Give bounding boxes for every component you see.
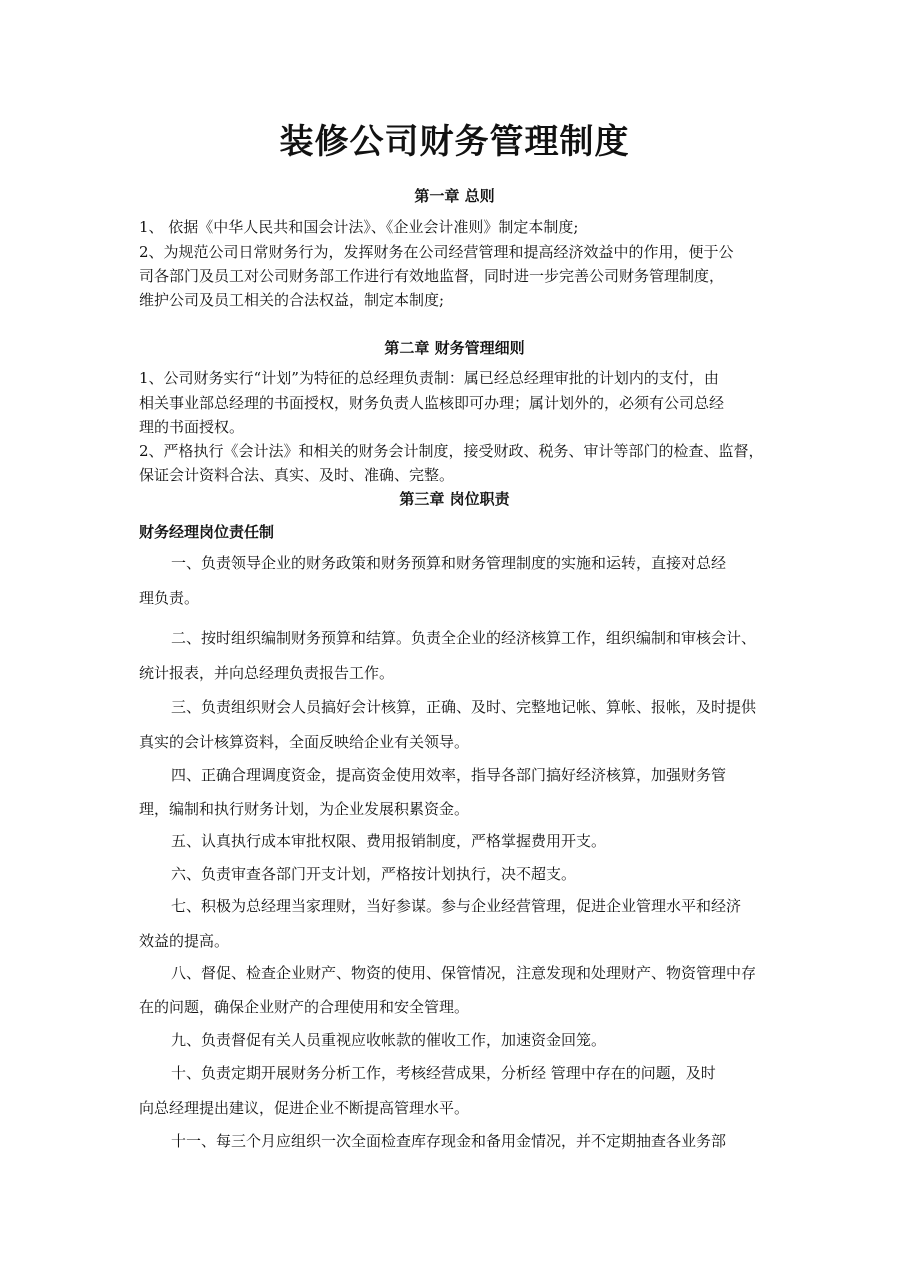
chapter-2-line: 2、严格执行《会计法》和相关的财务会计制度，接受财政、税务、审计等部门的检查、监督， xyxy=(139,442,764,460)
section-subheading: 财务经理岗位责任制 xyxy=(139,523,275,541)
duty-line: 理负责。 xyxy=(139,589,200,607)
duty-line: 十、负责定期开展财务分析工作，考核经营成果，分析经 管理中存在的问题，及时 xyxy=(171,1064,716,1082)
document-title: 装修公司财务管理制度 xyxy=(279,122,630,162)
duty-line: 九、负责督促有关人员重视应收帐款的催收工作，加速资金回笼。 xyxy=(171,1031,607,1049)
duty-line: 六、负责审查各部门开支计划，严格按计划执行，决不超支。 xyxy=(171,865,577,883)
duty-line: 真实的会计核算资料，全面反映给企业有关领导。 xyxy=(139,733,470,751)
duty-line: 效益的提高。 xyxy=(139,932,230,950)
duty-line: 一、负责领导企业的财务政策和财务预算和财务管理制度的实施和运转，直接对总经 xyxy=(171,554,727,572)
duty-line: 在的问题，确保企业财产的合理使用和安全管理。 xyxy=(139,998,470,1016)
chapter-1-line: 1、 依据《中华人民共和国会计法》、《企业会计准则》制定本制度; xyxy=(139,218,579,236)
duty-line: 向总经理提出建议，促进企业不断提高管理水平。 xyxy=(139,1099,470,1117)
duty-line: 四、正确合理调度资金，提高资金使用效率，指导各部门搞好经济核算，加强财务管 xyxy=(171,766,727,784)
duty-line: 七、积极为总经理当家理财，当好参谋。参与企业经营管理，促进企业管理水平和经济 xyxy=(171,897,742,915)
duty-line: 理，编制和执行财务计划，为企业发展积累资金。 xyxy=(139,800,470,818)
chapter-1-heading: 第一章 总则 xyxy=(414,187,495,205)
chapter-2-heading: 第二章 财务管理细则 xyxy=(384,339,525,357)
chapter-2-line: 相关事业部总经理的书面授权，财务负责人监核即可办理；属计划外的，必须有公司总经 xyxy=(139,394,725,412)
duty-line: 八、督促、检查企业财产、物资的使用、保管情况，注意发现和处理财产、物资管理中存 xyxy=(171,964,757,982)
chapter-2-line: 理的书面授权。 xyxy=(139,418,245,436)
chapter-3-heading: 第三章 岗位职责 xyxy=(399,490,510,508)
chapter-1-line: 维护公司及员工相关的合法权益，制定本制度; xyxy=(139,291,445,309)
chapter-1-line: 司各部门及员工对公司财务部工作进行有效地监督，同时进一步完善公司财务管理制度， xyxy=(139,267,725,285)
duty-line: 十一、每三个月应组织一次全面检查库存现金和备用金情况，并不定期抽查各业务部 xyxy=(171,1132,727,1150)
duty-line: 五、认真执行成本审批权限、费用报销制度，严格掌握费用开支。 xyxy=(171,832,607,850)
chapter-1-line: 2、为规范公司日常财务行为，发挥财务在公司经营管理和提高经济效益中的作用，便于公 xyxy=(139,243,734,261)
chapter-2-line: 保证会计资料合法、真实、及时、准确、完整。 xyxy=(139,466,455,484)
duty-line: 二、按时组织编制财务预算和结算。负责全企业的经济核算工作，组织编制和审核会计、 xyxy=(171,629,757,647)
duty-line: 三、负责组织财会人员搞好会计核算，正确、及时、完整地记帐、算帐、报帐，及时提供 xyxy=(171,698,757,716)
chapter-2-line: 1、公司财务实行“计划”为特征的总经理负责制：属已经总经理审批的计划内的支付，由 xyxy=(139,369,719,387)
duty-line: 统计报表，并向总经理负责报告工作。 xyxy=(139,664,395,682)
